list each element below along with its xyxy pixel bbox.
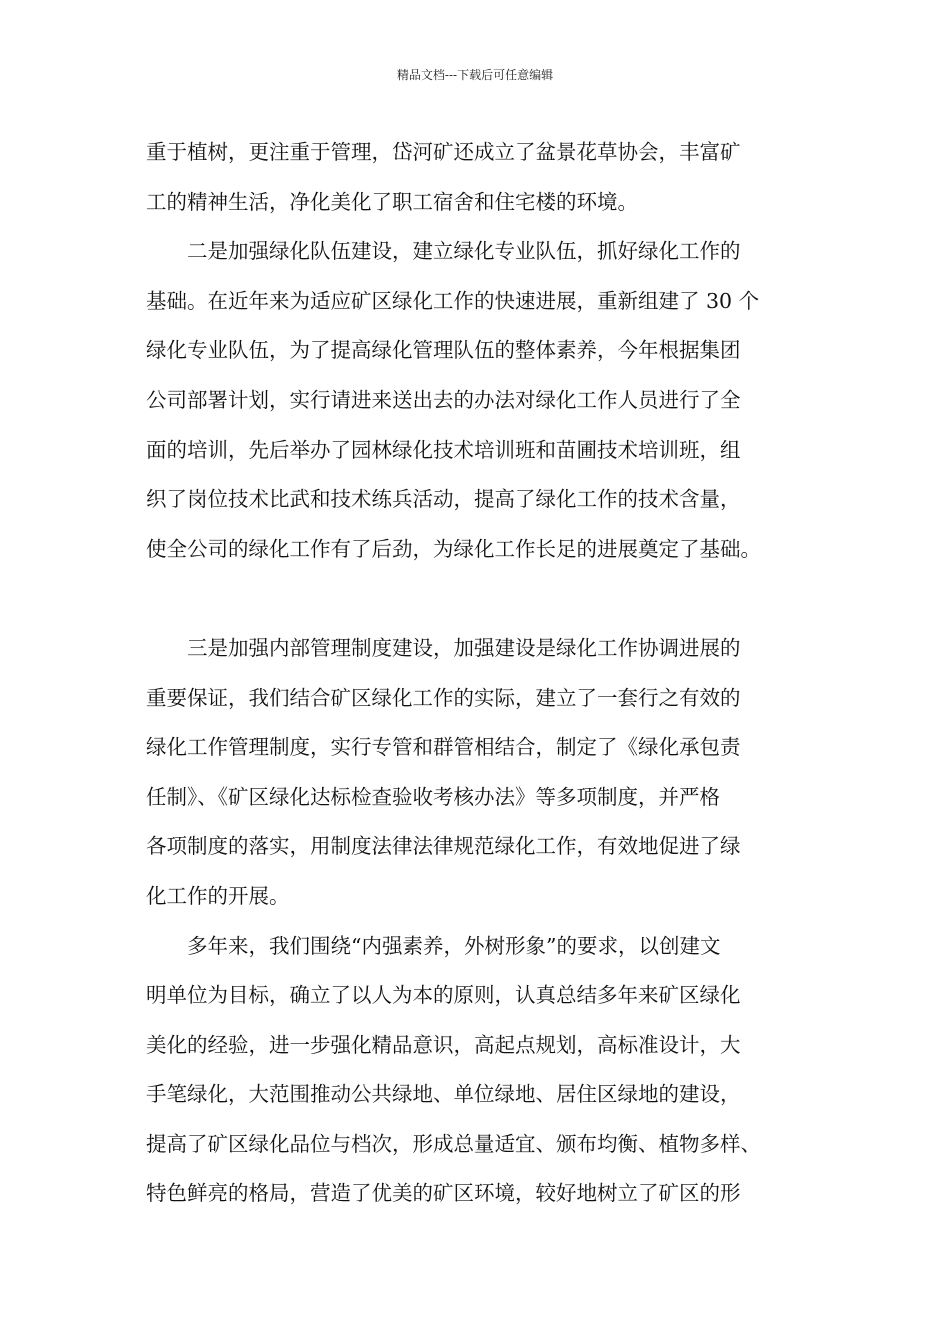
text-line: 重要保证，我们结合矿区绿化工作的实际，建立了一套行之有效的 [146, 685, 741, 710]
text-line: 织了岗位技术比武和技术练兵活动，提高了绿化工作的技术含量， [146, 487, 741, 512]
text-line: 基础。在近年来为适应矿区绿化工作的快速进展，重新组建了 30 个 [146, 288, 760, 313]
text-line: 各项制度的落实，用制度法律法律规范绿化工作，有效地促进了绿 [146, 834, 741, 859]
text-line: 美化的经验，进一步强化精品意识，高起点规划，高标准设计，大 [146, 1032, 741, 1057]
text-line: 工的精神生活，净化美化了职工宿舍和住宅楼的环境。 [146, 189, 638, 214]
document-body [146, 128, 814, 1219]
text-line: 二是加强绿化队伍建设，建立绿化专业队伍，抓好绿化工作的 [146, 239, 741, 264]
page-header: 精品文档---下载后可任意编辑 [396, 68, 554, 82]
text-line: 提高了矿区绿化品位与档次，形成总量适宜、颁布均衡、植物多样、 [146, 1131, 761, 1156]
text-line: 公司部署计划，实行请进来送出去的办法对绿化工作人员进行了全 [146, 387, 741, 412]
text-line: 三是加强内部管理制度建设，加强建设是绿化工作协调进展的 [146, 635, 741, 660]
text-line: 特色鲜亮的格局，营造了优美的矿区环境，较好地树立了矿区的形 [146, 1181, 741, 1206]
text-line: 任制》、《矿区绿化达标检查验收考核办法》等多项制度，并严格 [146, 784, 720, 809]
text-line: 多年来，我们围绕“内强素养，外树形象”的要求，以创建文 [146, 933, 721, 958]
text-line: 明单位为目标，确立了以人为本的原则，认真总结多年来矿区绿化 [146, 983, 741, 1008]
text-line: 面的培训，先后举办了园林绿化技术培训班和苗圃技术培训班，组 [146, 437, 741, 462]
text-line: 使全公司的绿化工作有了后劲，为绿化工作长足的进展奠定了基础。 [146, 536, 761, 561]
text-line: 绿化专业队伍，为了提高绿化管理队伍的整体素养，今年根据集团 [146, 338, 741, 363]
paragraph-gap [146, 574, 814, 624]
text-line: 重于植树，更注重于管理，岱河矿还成立了盆景花草协会，丰富矿 [146, 140, 741, 164]
text-line: 手笔绿化，大范围推动公共绿地、单位绿地、居住区绿地的建设， [146, 1082, 741, 1107]
text-line: 化工作的开展。 [146, 883, 290, 908]
text-line: 绿化工作管理制度，实行专管和群管相结合，制定了《绿化承包责 [146, 735, 741, 760]
